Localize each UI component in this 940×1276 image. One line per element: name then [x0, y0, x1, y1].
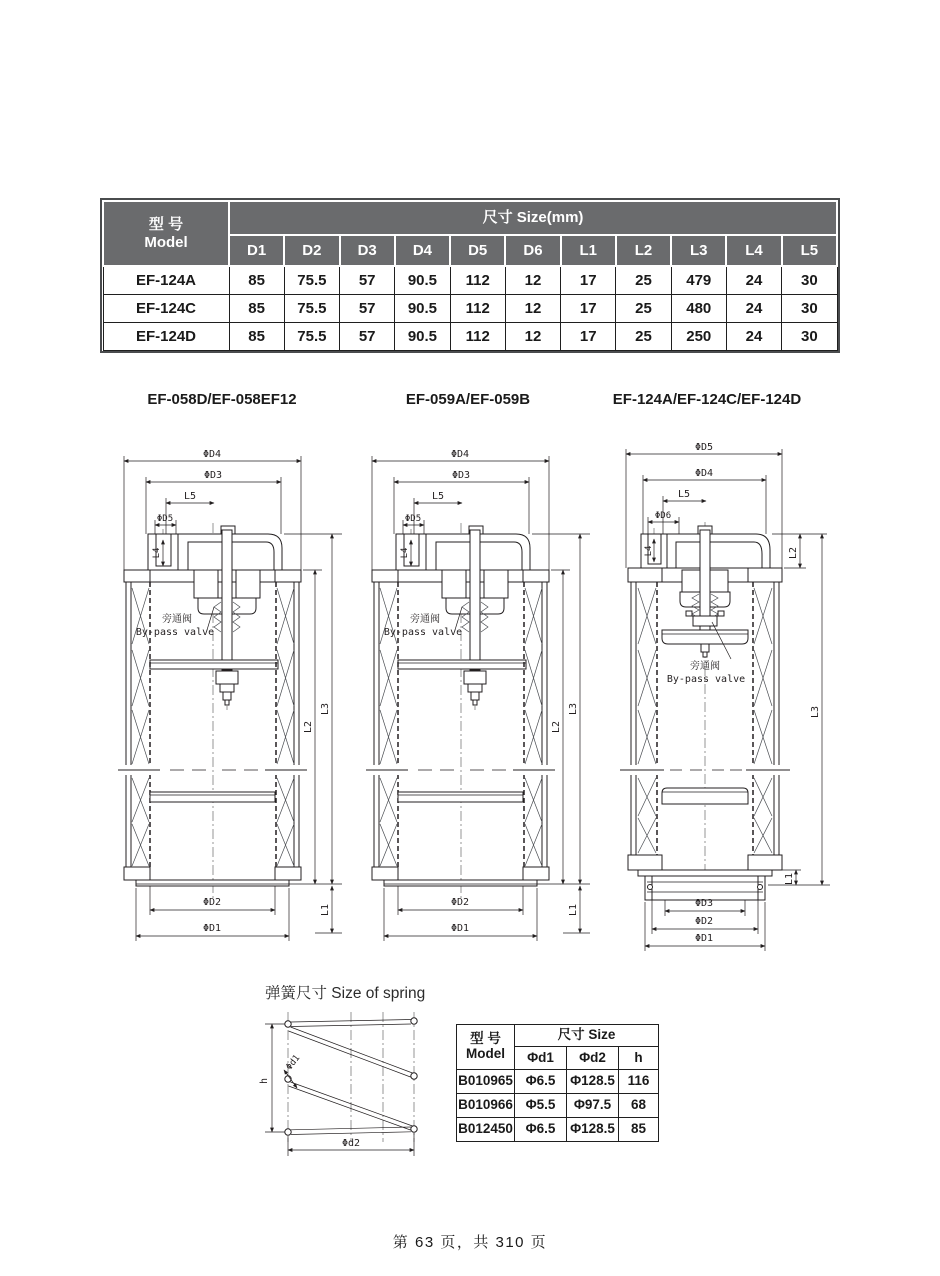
spring-model-cell: B010965: [457, 1070, 515, 1094]
value-cell: 480: [671, 294, 726, 322]
value-cell: 116: [619, 1070, 659, 1094]
col-header-l5: L5: [782, 235, 837, 266]
value-cell: 75.5: [284, 322, 339, 350]
centerlines: [288, 1012, 414, 1142]
table-row: [103, 266, 837, 294]
dim-label-d4: ΦD4: [694, 468, 714, 479]
value-cell: 25: [616, 322, 671, 350]
value-cell: 12: [505, 294, 560, 322]
bypass-valve-label-en: By-pass valve: [383, 627, 463, 638]
col-header-l4: L4: [726, 235, 781, 266]
dim-label-d1: ΦD1: [202, 923, 222, 934]
model-header-cn: 型 号: [148, 216, 184, 234]
value-cell: 57: [340, 322, 395, 350]
drawing-caption-ef058: EF-058D/EF-058EF12: [147, 391, 297, 408]
col-header-l1: L1: [561, 235, 616, 266]
dim-label-d1: Φd1: [284, 1053, 303, 1073]
dim-label-d2: Φd2: [341, 1138, 361, 1149]
bypass-valve-label-cn: 旁通阀: [162, 614, 192, 625]
table-row: [457, 1094, 659, 1118]
dim-label-l2: L2: [788, 546, 799, 560]
spring-size-header: 尺寸 Size: [515, 1025, 659, 1047]
dim-label-d4: ΦD4: [202, 449, 222, 460]
spring-table-grid: [456, 1024, 659, 1142]
col-header-l3: L3: [671, 235, 726, 266]
size-header: 尺寸 Size(mm): [229, 201, 837, 235]
table-row: [457, 1070, 659, 1094]
spring-model-header-cn: 型 号: [470, 1031, 501, 1047]
drawing-ef058: [110, 430, 360, 960]
value-cell: Φ6.5: [515, 1118, 567, 1142]
value-cell: 17: [561, 322, 616, 350]
value-cell: 68: [619, 1094, 659, 1118]
dim-label-d5: ΦD5: [694, 442, 714, 453]
dim-label-l1: L1: [320, 903, 331, 917]
dim-label-d3: ΦD3: [451, 470, 471, 481]
table-row: [103, 294, 837, 322]
bypass-valve-label-en: By-pass valve: [135, 627, 215, 638]
spring-table: [456, 1024, 659, 1142]
dim-label-l1: L1: [568, 903, 579, 917]
value-cell: 57: [340, 266, 395, 294]
value-cell: Φ128.5: [567, 1118, 619, 1142]
value-cell: 75.5: [284, 294, 339, 322]
dim-label-d3: ΦD3: [694, 898, 714, 909]
value-cell: 112: [450, 322, 505, 350]
drawing-caption-ef124: EF-124A/EF-124C/EF-124D: [612, 391, 802, 408]
drawing-ef059-wrap: [358, 430, 608, 965]
value-cell: 85: [619, 1118, 659, 1142]
dimension-labels: [644, 442, 821, 944]
model-cell: EF-124D: [103, 322, 229, 350]
model-header-en: Model: [144, 233, 188, 251]
value-cell: 479: [671, 266, 726, 294]
col-header-d2: D2: [284, 235, 339, 266]
table-row: [457, 1118, 659, 1142]
value-cell: 25: [616, 266, 671, 294]
value-cell: 17: [561, 294, 616, 322]
model-cell: EF-124C: [103, 294, 229, 322]
value-cell: 75.5: [284, 266, 339, 294]
value-cell: 112: [450, 266, 505, 294]
dim-label-d5: ΦD5: [404, 514, 422, 524]
table-row: [103, 322, 837, 350]
bypass-valve-label-cn: 旁通阀: [690, 661, 720, 672]
dim-label-l2: L2: [303, 720, 314, 734]
model-cell: EF-124A: [103, 266, 229, 294]
value-cell: 90.5: [395, 322, 450, 350]
dim-label-l5: L5: [183, 491, 197, 502]
value-cell: 30: [782, 294, 837, 322]
value-cell: Φ128.5: [567, 1070, 619, 1094]
value-cell: 30: [782, 322, 837, 350]
filter-body: [366, 526, 555, 886]
value-cell: 57: [340, 294, 395, 322]
value-cell: 12: [505, 322, 560, 350]
dim-label-d6: ΦD6: [654, 511, 672, 521]
dim-label-l3: L3: [320, 702, 331, 716]
spring-drawing: [243, 998, 453, 1173]
value-cell: 17: [561, 266, 616, 294]
value-cell: 85: [229, 294, 284, 322]
filter-body: [620, 526, 790, 900]
dim-label-l4: L4: [152, 547, 162, 559]
spring-model-header-en: Model: [466, 1046, 505, 1061]
dim-label-l2: L2: [551, 720, 562, 734]
dim-label-l4: L4: [400, 547, 410, 559]
size-table-grid: [102, 200, 838, 351]
spring-col-header-d1: Φd1: [515, 1047, 567, 1070]
spring-drawing-wrap: [243, 998, 453, 1178]
size-table: [100, 198, 840, 353]
value-cell: 24: [726, 322, 781, 350]
spring-col-header-d2: Φd2: [567, 1047, 619, 1070]
value-cell: 250: [671, 322, 726, 350]
dimension-lines: [265, 1024, 414, 1156]
dim-label-d1: ΦD1: [450, 923, 470, 934]
value-cell: 12: [505, 266, 560, 294]
value-cell: 90.5: [395, 294, 450, 322]
col-header-d6: D6: [505, 235, 560, 266]
spring-model-header: [457, 1025, 515, 1070]
dim-label-l1: L1: [784, 872, 795, 886]
bypass-valve-label-en: By-pass valve: [666, 674, 746, 685]
value-cell: 24: [726, 294, 781, 322]
dim-label-l4: L4: [644, 545, 654, 557]
value-cell: 112: [450, 294, 505, 322]
bypass-valve-label-cn: 旁通阀: [410, 614, 440, 625]
col-header-d5: D5: [450, 235, 505, 266]
spring-col-header-h: h: [619, 1047, 659, 1070]
dim-label-d1: ΦD1: [694, 933, 714, 944]
drawing-ef059: [358, 430, 608, 960]
filter-body: [118, 526, 307, 886]
value-cell: Φ5.5: [515, 1094, 567, 1118]
dim-label-l3: L3: [568, 702, 579, 716]
value-cell: 85: [229, 266, 284, 294]
dim-label-d2: ΦD2: [202, 897, 222, 908]
col-header-d1: D1: [229, 235, 284, 266]
model-column-header: [103, 201, 229, 266]
col-header-l2: L2: [616, 235, 671, 266]
dimension-labels: [259, 1053, 360, 1149]
page-number: 第 63 页，共 310 页: [392, 1234, 548, 1251]
dim-label-d5: ΦD5: [156, 514, 174, 524]
col-header-d3: D3: [340, 235, 395, 266]
value-cell: Φ97.5: [567, 1094, 619, 1118]
dim-label-d3: ΦD3: [203, 470, 223, 481]
dim-label-l3: L3: [810, 705, 821, 719]
dim-label-d2: ΦD2: [694, 916, 714, 927]
spring-model-cell: B012450: [457, 1118, 515, 1142]
spring-model-cell: B010966: [457, 1094, 515, 1118]
value-cell: Φ6.5: [515, 1070, 567, 1094]
drawing-ef124-wrap: [600, 430, 850, 965]
value-cell: 25: [616, 294, 671, 322]
value-cell: 85: [229, 322, 284, 350]
dim-label-d2: ΦD2: [450, 897, 470, 908]
drawing-ef058-wrap: [110, 430, 360, 965]
value-cell: 30: [782, 266, 837, 294]
drawing-caption-ef059: EF-059A/EF-059B: [405, 391, 531, 408]
value-cell: 24: [726, 266, 781, 294]
value-cell: 90.5: [395, 266, 450, 294]
dim-label-l5: L5: [677, 489, 691, 500]
col-header-d4: D4: [395, 235, 450, 266]
spring-section-heading: 弹簧尺寸 Size of spring: [265, 985, 426, 1002]
dim-label-h: h: [259, 1077, 270, 1085]
dim-label-l5: L5: [431, 491, 445, 502]
drawing-ef124: [600, 430, 850, 960]
dim-label-d4: ΦD4: [450, 449, 470, 460]
